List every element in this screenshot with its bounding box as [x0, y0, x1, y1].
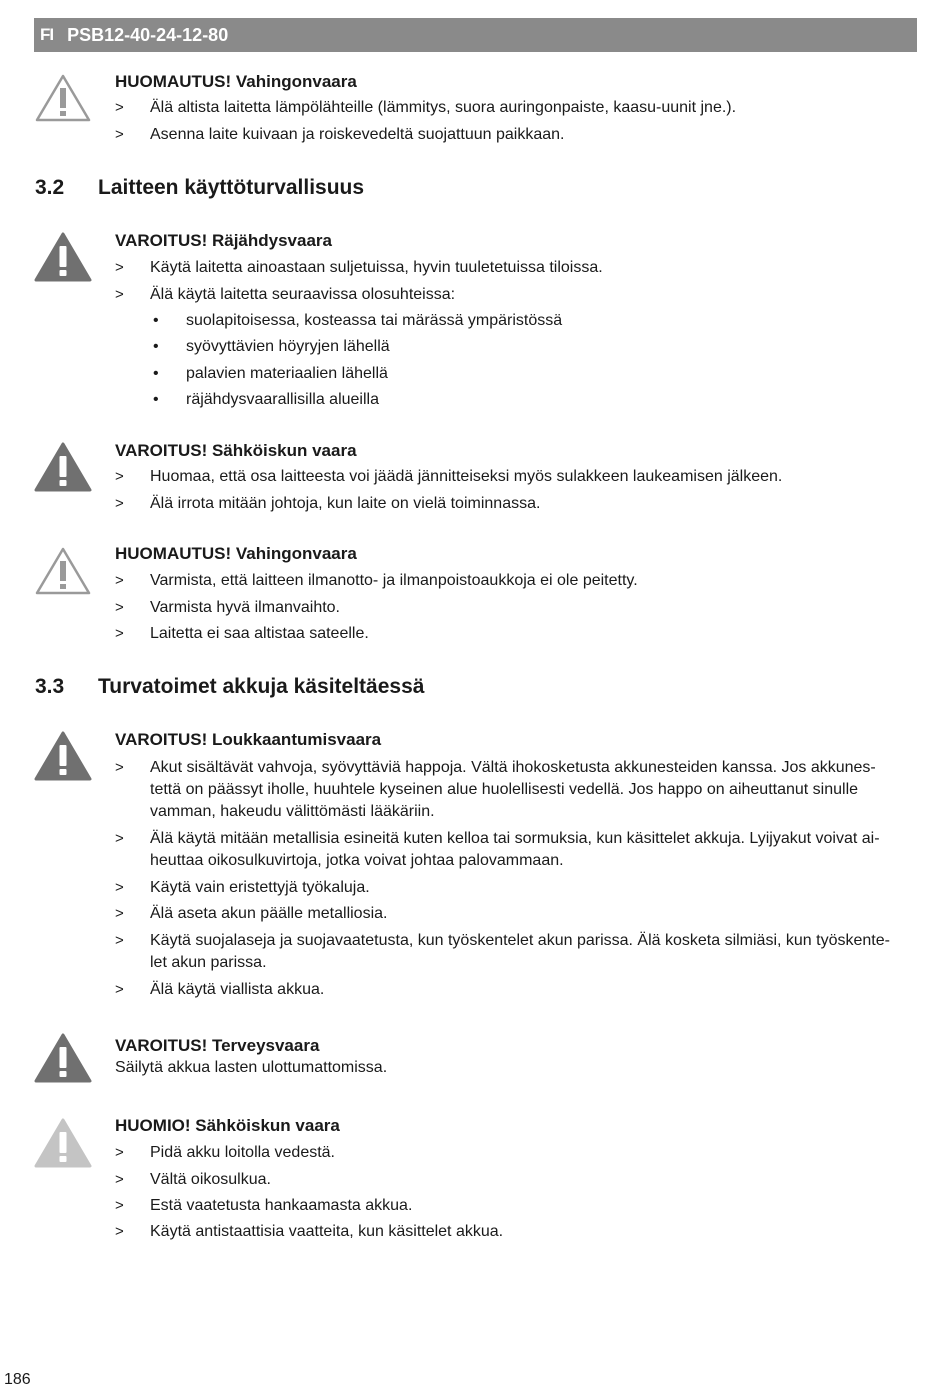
notice-title: VAROITUS! Sähköiskun vaara: [115, 441, 357, 460]
notice-text: Säilytä akkua lasten ulottumattomissa.: [115, 1059, 388, 1076]
notice-title: VAROITUS! Terveysvaara: [115, 1036, 320, 1055]
warning-icon: [34, 441, 92, 493]
warning-outline-icon: [34, 545, 92, 597]
warning-icon: [34, 231, 92, 283]
caution-icon: [34, 1117, 92, 1169]
section-heading-3-3: 3.3 Turvatoimet akkuja käsiteltäessä: [35, 675, 425, 698]
model-number: PSB12-40-24-12-80: [67, 24, 229, 45]
notice-title: HUOMIO! Sähköiskun vaara: [115, 1116, 340, 1135]
section-heading-3-2: 3.2 Laitteen käyttöturvallisuus: [35, 176, 365, 199]
notice-title: HUOMAUTUS! Vahingonvaara: [115, 544, 357, 563]
language-code: FI: [40, 25, 54, 44]
page-header: [34, 18, 917, 52]
warning-outline-icon: [34, 72, 92, 124]
notice-title: VAROITUS! Räjähdysvaara: [115, 231, 332, 250]
warning-icon: [34, 730, 92, 782]
warning-icon: [34, 1032, 92, 1084]
page-number: 186: [4, 1371, 31, 1388]
notice-title: HUOMAUTUS! Vahingonvaara: [115, 72, 357, 91]
notice-title: VAROITUS! Loukkaantumisvaara: [115, 730, 382, 749]
